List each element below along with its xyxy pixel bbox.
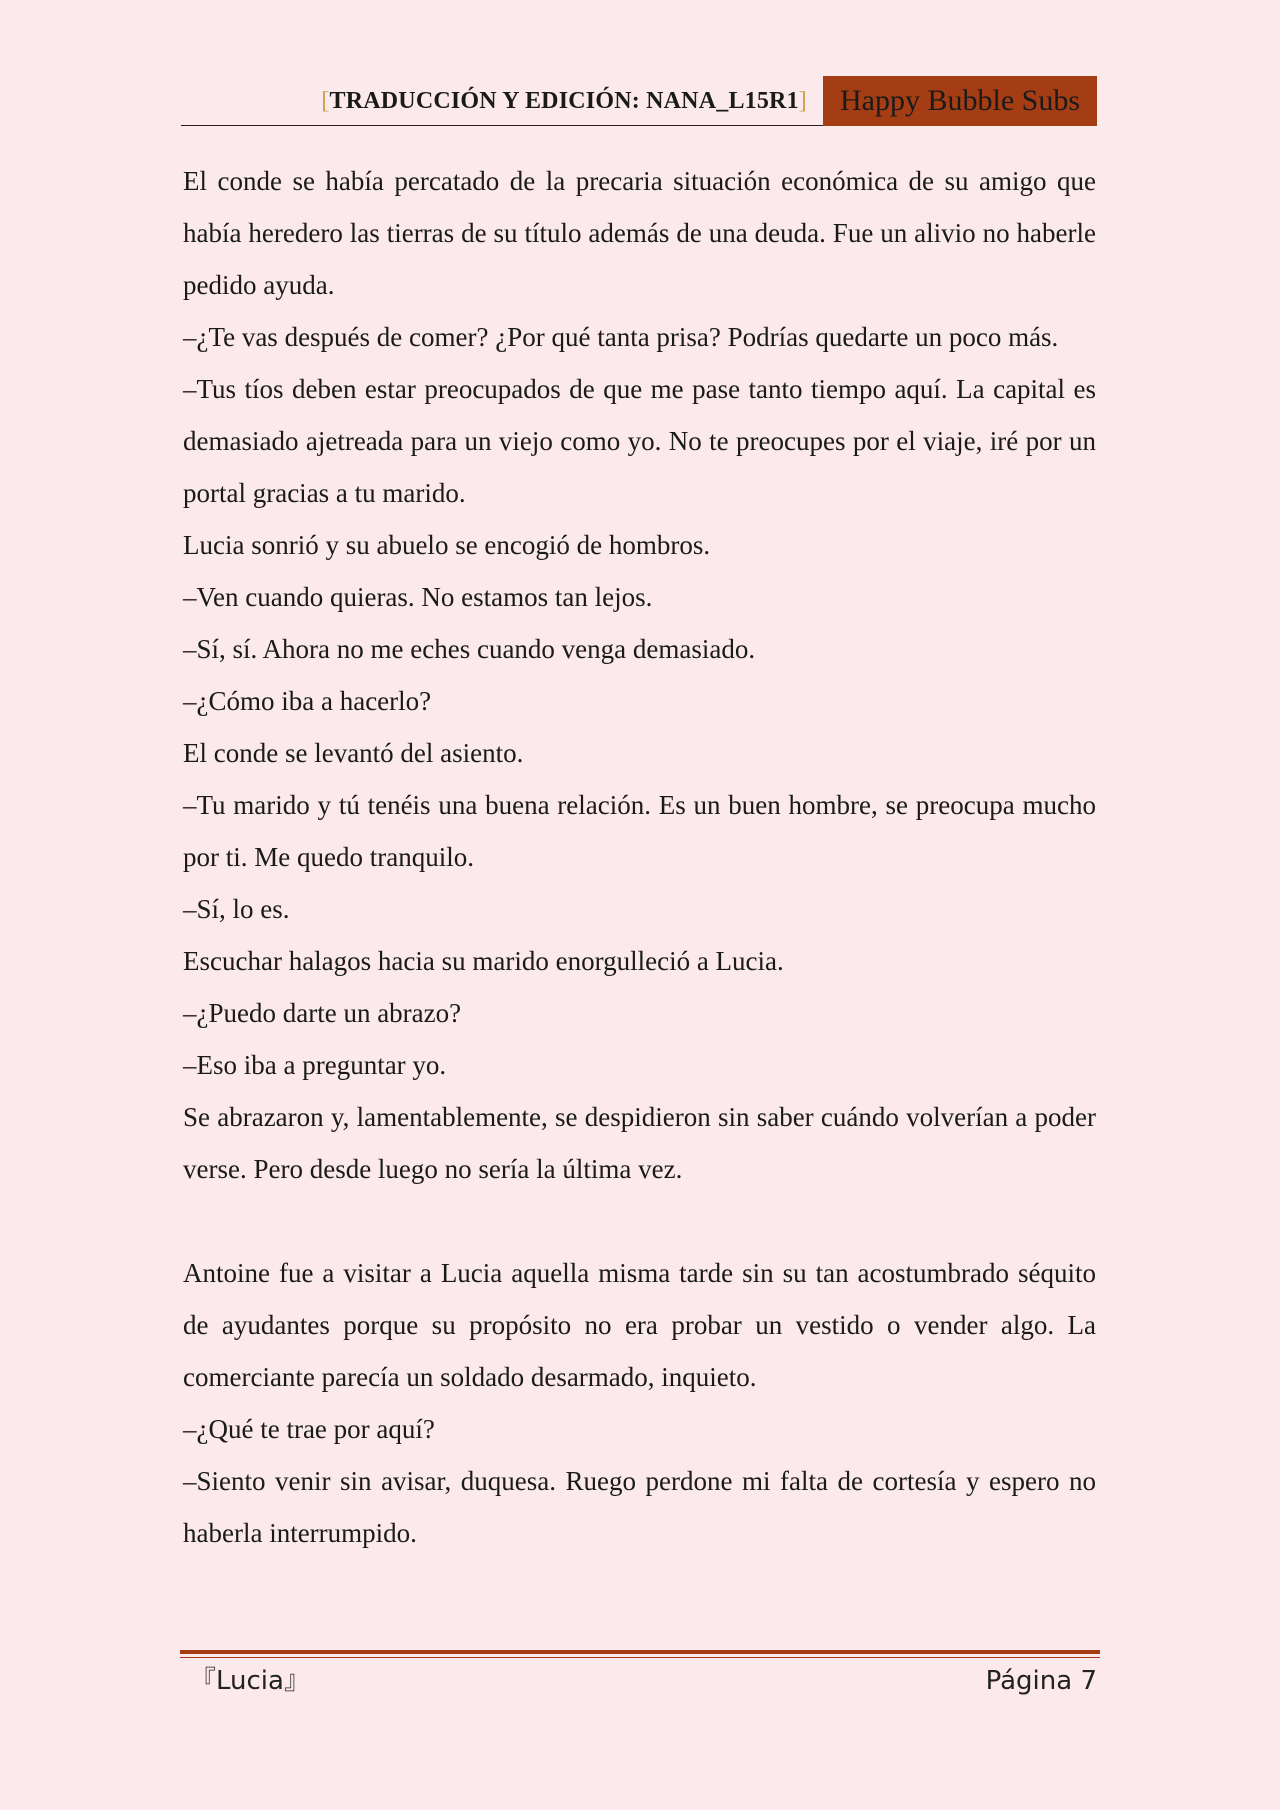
paragraph: –Ven cuando quieras. No estamos tan lejos. bbox=[183, 582, 653, 612]
footer-rule-thick bbox=[180, 1650, 1100, 1654]
footer-rule-thin bbox=[180, 1657, 1100, 1658]
paragraph: –Eso iba a preguntar yo. bbox=[183, 1050, 447, 1080]
paragraph: El conde se levantó del asiento. bbox=[183, 738, 524, 768]
paragraph: –¿Te vas después de comer? ¿Por qué tanta prisa? Podrías quedarte un poco más. bbox=[183, 322, 1059, 352]
paragraph: Antoine fue a visitar a Lucia aquella misma tarde sin su tan acostumbrado séquito de ayudantes porque su propósito no era probar un vestido o vender algo. La comerciante parecía un soldado desarmado, inquieto. bbox=[183, 1258, 1096, 1392]
paragraph: Se abrazaron y, lamentablemente, se despidieron sin saber cuándo volverían a poder verse. Pero desde luego no sería la última vez. bbox=[183, 1102, 1096, 1184]
paragraph: –Siento venir sin avisar, duquesa. Ruego perdone mi falta de cortesía y espero no haberla interrumpido. bbox=[183, 1466, 1096, 1548]
paragraph: –Sí, sí. Ahora no me eches cuando venga demasiado. bbox=[183, 634, 756, 664]
page-header bbox=[181, 76, 1097, 126]
paragraph-gap bbox=[183, 1195, 1096, 1247]
translation-credit-text: TRADUCCIÓN Y EDICIÓN: NANA_L15R1 bbox=[329, 88, 799, 114]
paragraph: –¿Qué te trae por aquí? bbox=[183, 1414, 435, 1444]
paragraph: –Sí, lo es. bbox=[183, 894, 290, 924]
paragraph: –¿Puedo darte un abrazo? bbox=[183, 998, 462, 1028]
paragraph: El conde se había percatado de la precaria situación económica de su amigo que había heredero las tierras de su título además de una deuda. Fue un alivio no haberle pedido ayuda. bbox=[183, 166, 1096, 300]
bracket-close: ] bbox=[798, 88, 807, 114]
paragraph: Escuchar halagos hacia su marido enorgulleció a Lucia. bbox=[183, 946, 784, 976]
footer-book-title: 『Lucia』 bbox=[190, 1666, 310, 1696]
brand-badge: Happy Bubble Subs bbox=[823, 76, 1097, 126]
paragraph: –Tu marido y tú tenéis una buena relación. Es un buen hombre, se preocupa mucho por ti. Me quedo tranquilo. bbox=[183, 790, 1096, 872]
header-rule bbox=[181, 125, 823, 126]
paragraph: Lucia sonrió y su abuelo se encogió de hombros. bbox=[183, 530, 711, 560]
translation-credit bbox=[321, 86, 807, 116]
paragraph: –Tus tíos deben estar preocupados de que me pase tanto tiempo aquí. La capital es demasiado ajetreada para un viejo como yo. No te preocupes por el viaje, iré por un portal gracias a tu marido. bbox=[183, 374, 1096, 508]
page-body bbox=[183, 155, 1096, 1559]
bracket-open: [ bbox=[321, 88, 330, 114]
footer-page-number: Página 7 bbox=[985, 1666, 1097, 1696]
paragraph: –¿Cómo iba a hacerlo? bbox=[183, 686, 432, 716]
